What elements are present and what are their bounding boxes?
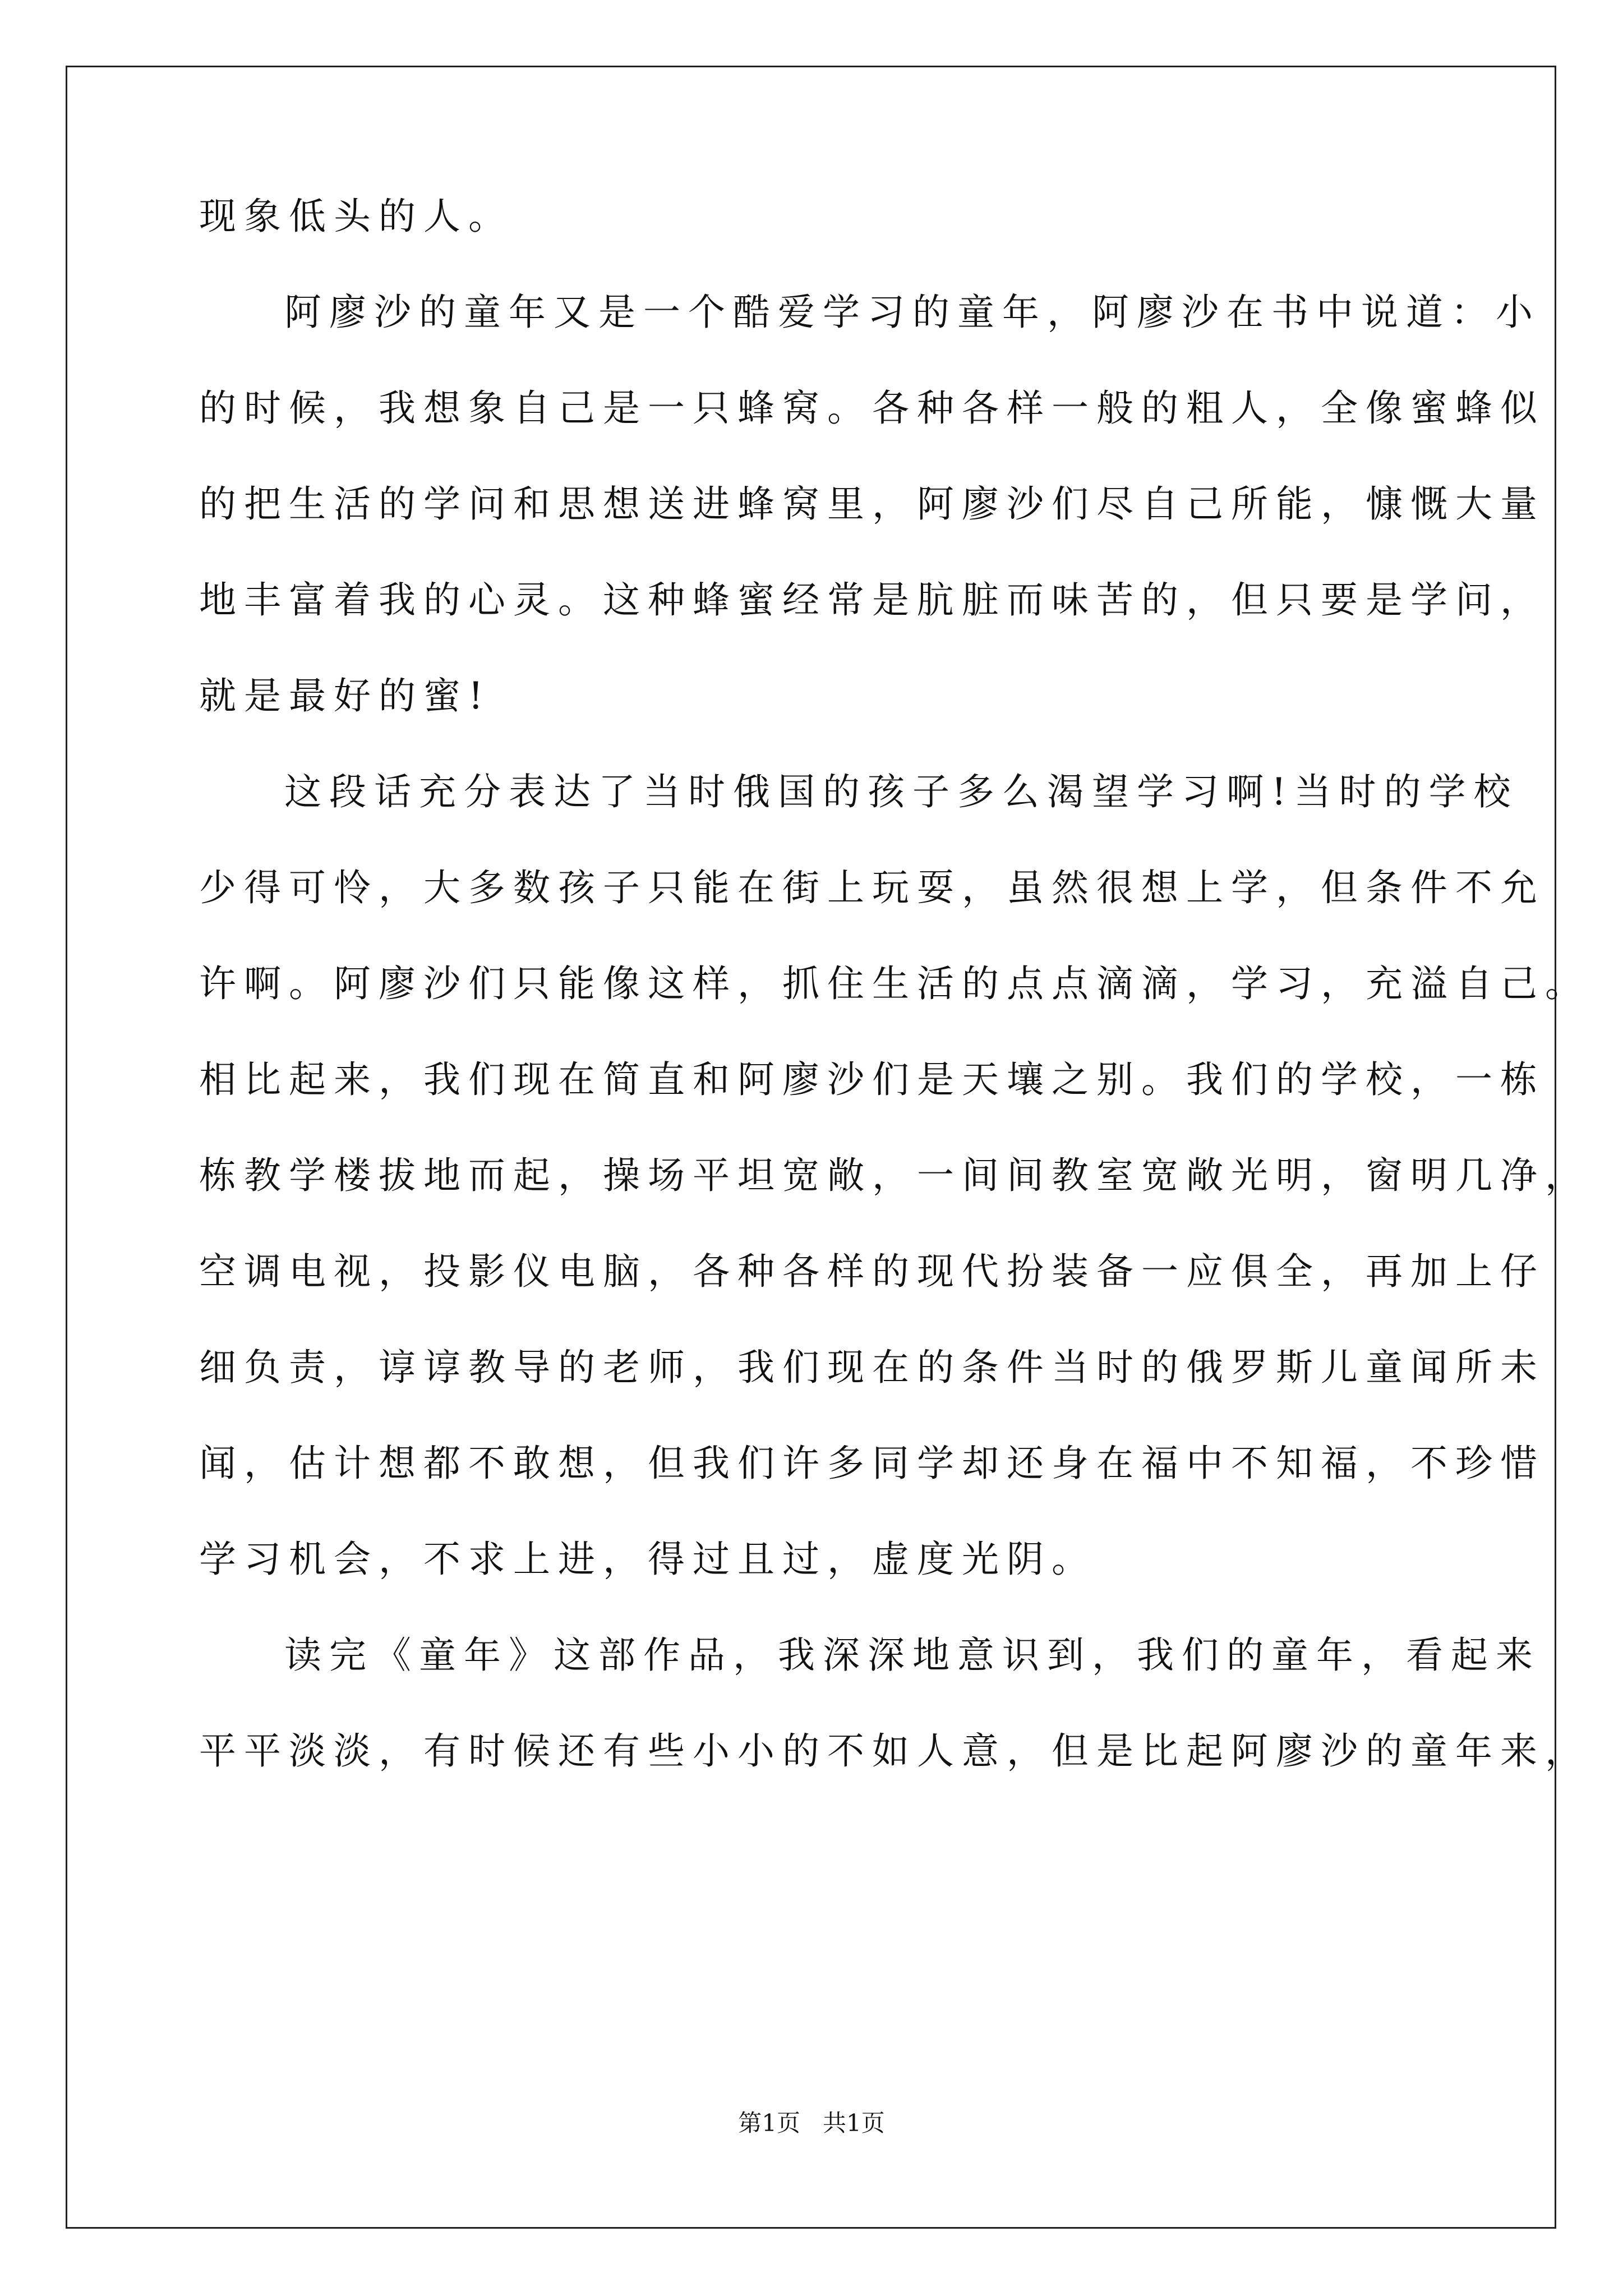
text-line: 相比起来，我们现在简直和阿廖沙们是天壤之别。我们的学校，一栋 xyxy=(199,1058,1545,1101)
text-line: 学习机会，不求上进，得过且过，虚度光阴。 xyxy=(199,1538,1096,1581)
text-line: 少得可怜，大多数孩子只能在街上玩耍，虽然很想上学，但条件不允 xyxy=(199,866,1545,909)
text-line: 就是最好的蜜! xyxy=(199,674,491,717)
text-line: 闻，估计想都不敢想，但我们许多同学却还身在福中不知福，不珍惜 xyxy=(199,1442,1545,1485)
text-line: 空调电视，投影仪电脑，各种各样的现代扮装备一应俱全，再加上仔 xyxy=(199,1250,1545,1293)
text-line: 这段话充分表达了当时俄国的孩子多么渴望学习啊!当时的学校 xyxy=(284,770,1519,813)
text-line: 许啊。阿廖沙们只能像这样，抓住生活的点点滴滴，学习，充溢自己。 xyxy=(199,962,1590,1005)
page-footer: 第1页 共1页 xyxy=(738,2109,885,2137)
text-line: 栋教学楼拔地而起，操场平坦宽敞，一间间教室宽敞光明，窗明几净， xyxy=(199,1154,1590,1197)
text-line: 的把生活的学问和思想送进蜂窝里，阿廖沙们尽自己所能，慷慨大量 xyxy=(199,482,1545,526)
text-line: 阿廖沙的童年又是一个酷爱学习的童年，阿廖沙在书中说道：小 xyxy=(284,291,1541,334)
text-line: 地丰富着我的心灵。这种蜂蜜经常是肮脏而味苦的，但只要是学问， xyxy=(199,578,1545,622)
text-line: 现象低头的人。 xyxy=(199,195,513,238)
text-line: 平平淡淡，有时候还有些小小的不如人意，但是比起阿廖沙的童年来， xyxy=(199,1729,1590,1773)
text-line: 细负责，谆谆教导的老师，我们现在的条件当时的俄罗斯儿童闻所未 xyxy=(199,1346,1545,1389)
document-body xyxy=(199,168,1590,1799)
text-line: 读完《童年》这部作品，我深深地意识到，我们的童年，看起来 xyxy=(284,1634,1541,1677)
text-line: 的时候，我想象自己是一只蜂窝。各种各样一般的粗人，全像蜜蜂似 xyxy=(199,386,1545,430)
